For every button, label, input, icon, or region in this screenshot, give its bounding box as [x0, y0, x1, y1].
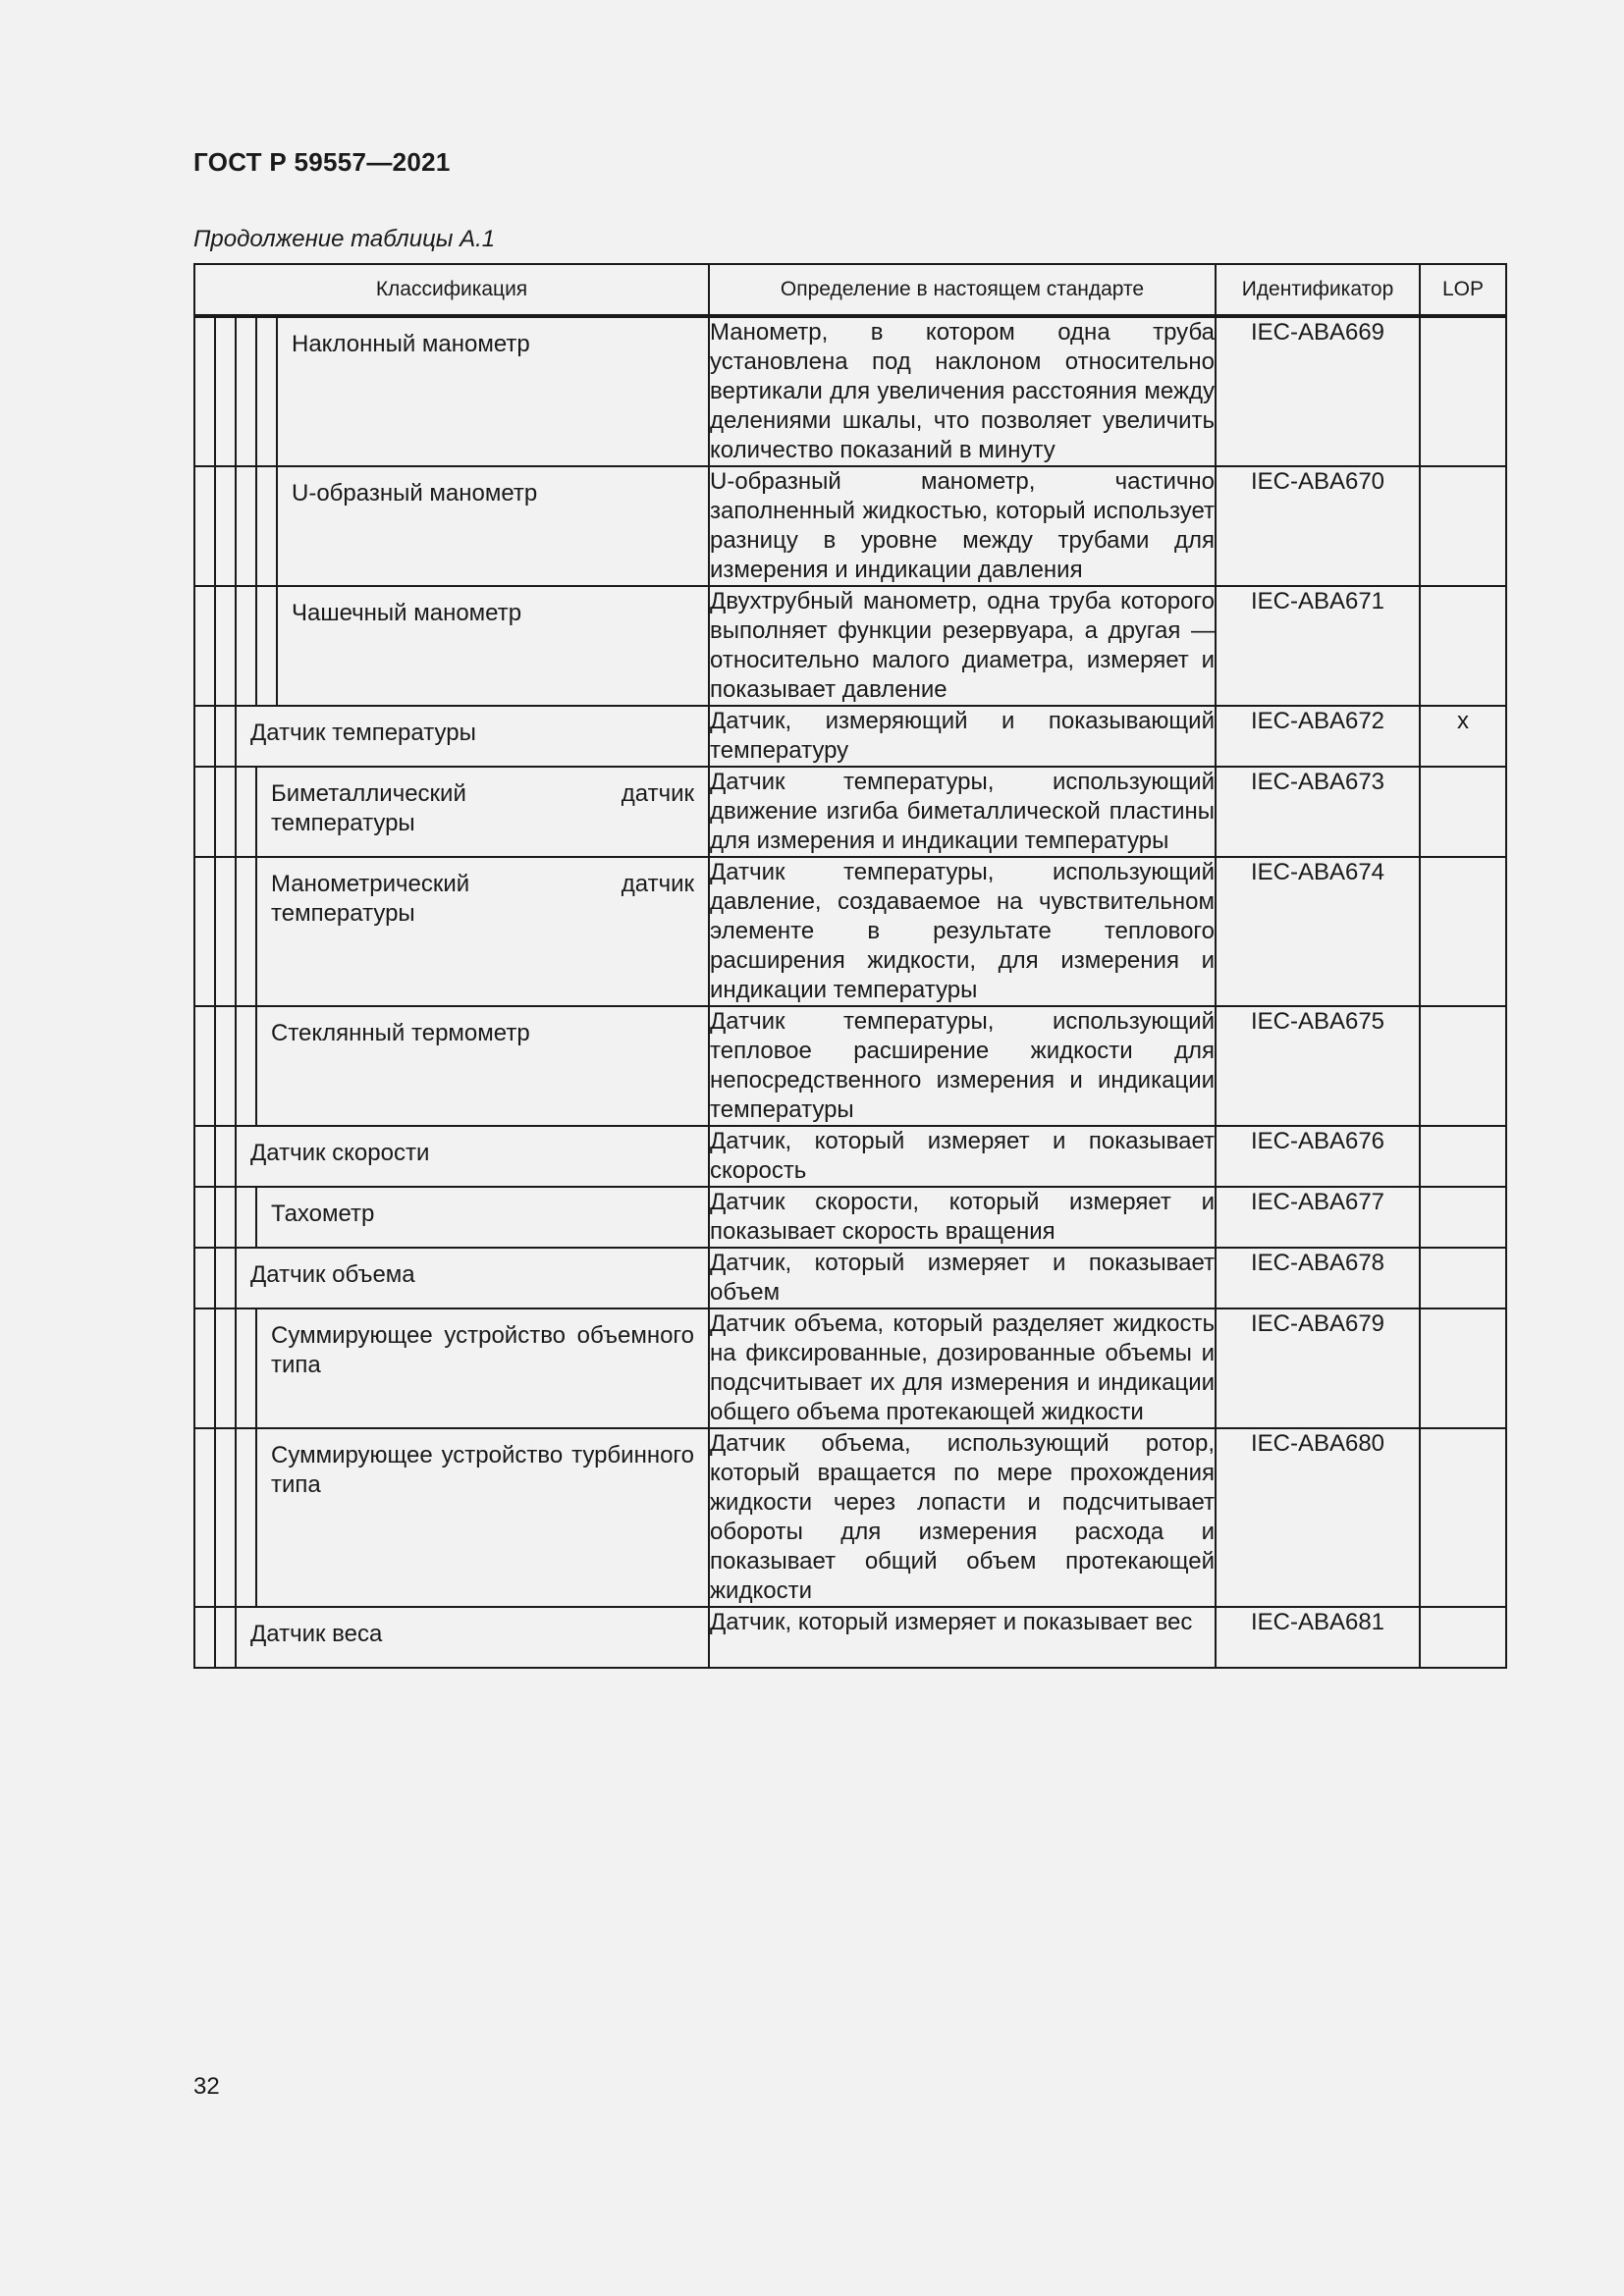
classification-name: Манометрический датчик температуры: [271, 871, 694, 927]
lop-cell: [1420, 586, 1506, 706]
classification-cell: [194, 316, 709, 466]
lop-cell: [1420, 1308, 1506, 1428]
hierarchy-level-marker: [216, 768, 237, 856]
hierarchy-level-marker: [216, 1249, 237, 1308]
column-header-definition: Определение в настоящем стандарте: [709, 264, 1216, 316]
classification-name: Наклонный манометр: [292, 331, 530, 357]
classification-name: Тахометр: [271, 1201, 375, 1227]
hierarchy-level-marker: [237, 467, 257, 585]
classification-cell: [194, 1006, 709, 1126]
hierarchy-level-marker: [237, 318, 257, 465]
table-row: [194, 857, 1506, 1006]
classification-cell: [194, 767, 709, 857]
identifier-cell: IEC-ABA672: [1216, 706, 1420, 767]
definition-cell: Двухтрубный манометр, одна труба которого выполняет функции резервуара, а другая — относительно малого диаметра, измеряет и показывает давление: [709, 586, 1216, 706]
hierarchy-level-marker: [195, 858, 216, 1005]
hierarchy-level-marker: [195, 707, 216, 766]
definition-cell: Датчик объема, использующий ротор, который вращается по мере прохождения жидкости через лопасти и подсчитывает обороты для измерения расхода и показывает общий объем протекающей жидкости: [709, 1428, 1216, 1607]
hierarchy-level-marker: [195, 467, 216, 585]
column-header-lop: LOP: [1420, 264, 1506, 316]
classification-name: Чашечный манометр: [292, 600, 522, 626]
lop-cell: [1420, 1607, 1506, 1668]
classification-cell: [194, 1248, 709, 1308]
table-row: [194, 1187, 1506, 1248]
hierarchy-level-marker: [237, 1309, 257, 1427]
column-header-identifier: Идентификатор: [1216, 264, 1420, 316]
hierarchy-level-marker: [237, 1007, 257, 1125]
identifier-cell: IEC-ABA680: [1216, 1428, 1420, 1607]
classification-cell: [194, 1126, 709, 1187]
table-row: [194, 1006, 1506, 1126]
identifier-cell: IEC-ABA669: [1216, 316, 1420, 466]
definition-cell: Датчик, который измеряет и показывает скорость: [709, 1126, 1216, 1187]
table-row: [194, 1248, 1506, 1308]
classification-cell: [194, 1607, 709, 1668]
definition-cell: Датчик, который измеряет и показывает объем: [709, 1248, 1216, 1308]
hierarchy-level-marker: [237, 1429, 257, 1606]
hierarchy-level-marker: [195, 1127, 216, 1186]
definition-cell: Датчик, который измеряет и показывает вес: [709, 1607, 1216, 1668]
hierarchy-level-marker: [216, 1127, 237, 1186]
hierarchy-level-marker: [216, 587, 237, 705]
document-code: ГОСТ Р 59557—2021: [193, 147, 451, 177]
identifier-cell: IEC-ABA675: [1216, 1006, 1420, 1126]
lop-cell: x: [1420, 706, 1506, 767]
table-row: [194, 466, 1506, 586]
identifier-cell: IEC-ABA670: [1216, 466, 1420, 586]
hierarchy-level-marker: [216, 858, 237, 1005]
table-caption: Продолжение таблицы А.1: [193, 226, 496, 252]
table-row: [194, 1428, 1506, 1607]
definition-cell: Датчик, измеряющий и показывающий температуру: [709, 706, 1216, 767]
hierarchy-level-marker: [195, 1608, 216, 1667]
identifier-cell: IEC-ABA671: [1216, 586, 1420, 706]
identifier-cell: IEC-ABA679: [1216, 1308, 1420, 1428]
classification-cell: [194, 1187, 709, 1248]
classification-name: Суммирующее устройство турбинного типа: [271, 1442, 694, 1498]
hierarchy-level-marker: [237, 587, 257, 705]
classification-cell: [194, 586, 709, 706]
hierarchy-level-marker: [257, 318, 278, 465]
table-row: [194, 1308, 1506, 1428]
hierarchy-level-marker: [257, 587, 278, 705]
table-row: [194, 767, 1506, 857]
hierarchy-level-marker: [237, 768, 257, 856]
lop-cell: [1420, 857, 1506, 1006]
table-row: [194, 1126, 1506, 1187]
classification-name: Суммирующее устройство объемного типа: [271, 1322, 694, 1378]
classification-cell: [194, 1308, 709, 1428]
classification-table: [193, 263, 1507, 1669]
classification-name: Датчик объема: [250, 1261, 415, 1288]
hierarchy-level-marker: [257, 467, 278, 585]
hierarchy-level-marker: [195, 768, 216, 856]
table-header-row: [194, 264, 1506, 316]
table-row: [194, 1607, 1506, 1668]
page-number: 32: [193, 2073, 220, 2100]
hierarchy-level-marker: [216, 1309, 237, 1427]
hierarchy-level-marker: [216, 1188, 237, 1247]
classification-name: Датчик скорости: [250, 1140, 430, 1166]
lop-cell: [1420, 1126, 1506, 1187]
hierarchy-level-marker: [216, 1608, 237, 1667]
classification-name: Датчик веса: [250, 1621, 383, 1647]
hierarchy-level-marker: [195, 587, 216, 705]
classification-cell: [194, 466, 709, 586]
table-row: [194, 706, 1506, 767]
identifier-cell: IEC-ABA677: [1216, 1187, 1420, 1248]
classification-name: Датчик температуры: [250, 720, 476, 746]
classification-cell: [194, 857, 709, 1006]
hierarchy-level-marker: [195, 1249, 216, 1308]
definition-cell: Датчик температуры, использующий тепловое расширение жидкости для непосредственного измерения и индикации температуры: [709, 1006, 1216, 1126]
hierarchy-level-marker: [195, 1429, 216, 1606]
hierarchy-level-marker: [195, 1007, 216, 1125]
column-header-classification: Классификация: [194, 264, 709, 316]
classification-name: Стеклянный термометр: [271, 1020, 530, 1046]
hierarchy-level-marker: [216, 318, 237, 465]
classification-cell: [194, 1428, 709, 1607]
lop-cell: [1420, 316, 1506, 466]
hierarchy-level-marker: [216, 467, 237, 585]
classification-name: U-образный манометр: [292, 480, 538, 507]
identifier-cell: IEC-ABA673: [1216, 767, 1420, 857]
lop-cell: [1420, 1428, 1506, 1607]
hierarchy-level-marker: [216, 707, 237, 766]
classification-cell: [194, 706, 709, 767]
definition-cell: Датчик температуры, использующий давление, создаваемое на чувствительном элементе в результате теплового расширения жидкости, для измерения и индикации температуры: [709, 857, 1216, 1006]
identifier-cell: IEC-ABA674: [1216, 857, 1420, 1006]
hierarchy-level-marker: [237, 858, 257, 1005]
identifier-cell: IEC-ABA678: [1216, 1248, 1420, 1308]
lop-cell: [1420, 1187, 1506, 1248]
hierarchy-level-marker: [237, 1188, 257, 1247]
hierarchy-level-marker: [195, 318, 216, 465]
lop-cell: [1420, 767, 1506, 857]
hierarchy-level-marker: [216, 1429, 237, 1606]
identifier-cell: IEC-ABA676: [1216, 1126, 1420, 1187]
definition-cell: Датчик скорости, который измеряет и показывает скорость вращения: [709, 1187, 1216, 1248]
definition-cell: U-образный манометр, частично заполненный жидкостью, который использует разницу в уровне между трубами для измерения и индикации давления: [709, 466, 1216, 586]
hierarchy-level-marker: [216, 1007, 237, 1125]
lop-cell: [1420, 466, 1506, 586]
hierarchy-level-marker: [195, 1188, 216, 1247]
identifier-cell: IEC-ABA681: [1216, 1607, 1420, 1668]
table-row: [194, 316, 1506, 466]
lop-cell: [1420, 1248, 1506, 1308]
definition-cell: Датчик температуры, использующий движение изгиба биметаллической пластины для измерения и индикации температуры: [709, 767, 1216, 857]
lop-cell: [1420, 1006, 1506, 1126]
definition-cell: Датчик объема, который разделяет жидкость на фиксированные, дозированные объемы и подсчитывает их для измерения и индикации общего объема протекающей жидкости: [709, 1308, 1216, 1428]
hierarchy-level-marker: [195, 1309, 216, 1427]
table-row: [194, 586, 1506, 706]
classification-name: Биметаллический датчик температуры: [271, 780, 694, 836]
definition-cell: Манометр, в котором одна труба установлена под наклоном относительно вертикали для увеличения расстояния между делениями шкалы, что позволяет увеличить количество показаний в минуту: [709, 316, 1216, 466]
